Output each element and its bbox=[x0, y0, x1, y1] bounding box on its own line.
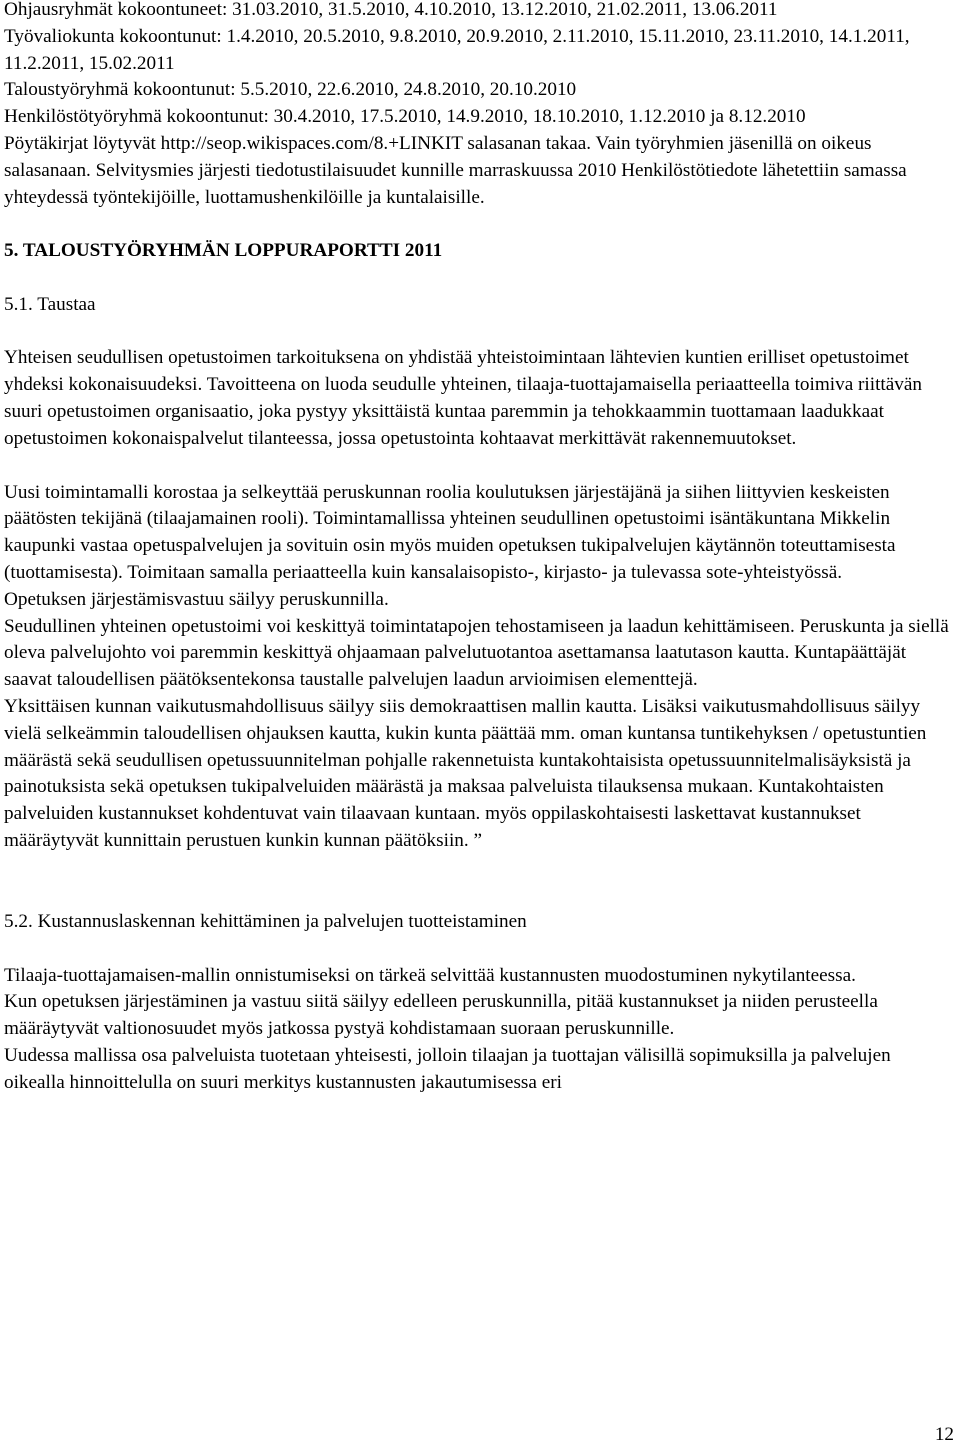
subsection-heading-5-2: 5.2. Kustannuslaskennan kehittäminen ja palvelujen tuotteistaminen bbox=[4, 910, 527, 932]
meetings-steering-group: Ohjausryhmät kokoontuneet: 31.03.2010, 31.5.2010, 4.10.2010, 13.12.2010, 21.02.2011, 13.06.2011 bbox=[4, 0, 778, 20]
subsection-heading-5-1: 5.1. Taustaa bbox=[4, 293, 96, 315]
page-number: 12 bbox=[934, 1424, 954, 1445]
paragraph-costing-1: Tilaaja-tuottajamaisen-mallin onnistumiseksi on tärkeä selvittää kustannusten muodostuminen nykytilanteessa. bbox=[4, 964, 856, 986]
meetings-personnel-group: Henkilöstötyöryhmä kokoontunut: 30.4.2010, 17.5.2010, 14.9.2010, 18.10.2010, 1.12.2010 ja 8.12.2010 bbox=[4, 106, 806, 128]
paragraph-background-1: Yhteisen seudullisen opetustoimen tarkoituksena on yhdistää yhteistoimintaan lähtevien kuntien erilliset opetustoimet yhdeksi kokonaisuudeksi. Tavoitteena on luoda seudulle yhteinen, tilaaja-tuottajamaisella periaatteella toimiva riittävän suuri opetustoimen organisaatio, joka pystyy yksittäistä kuntaa paremmin ja tehokkaammin tuottamaan laadukkaat opetustoimen kokonaispalvelut tilanteessa, jossa opetustointa kohtaavat merkittävät rakennemuutokset. bbox=[4, 347, 922, 449]
page-content bbox=[4, 0, 954, 1097]
meetings-working-committee: Työvaliokunta kokoontunut: 1.4.2010, 20.5.2010, 9.8.2010, 20.9.2010, 2.11.2010, 15.11.2010, 23.11.2010, 14.1.2011, 11.2.2011, 15.02.2011 bbox=[4, 25, 910, 74]
section-heading: 5. TALOUSTYÖRYHMÄN LOPPURAPORTTI 2011 bbox=[4, 239, 443, 261]
minutes-info-paragraph: Pöytäkirjat löytyvät http://seop.wikispaces.com/8.+LINKIT salasanan takaa. Vain työryhmien jäsenillä on oikeus salasanaan. Selvitysmies järjesti tiedotustilaisuudet kunnille marraskuussa 2010 Henkilöstötiedote lähetettiin samassa yhteydessä työntekijöille, luottamushenkilöille ja kuntalaisille. bbox=[4, 132, 907, 208]
meetings-finance-group: Taloustyöryhmä kokoontunut: 5.5.2010, 22.6.2010, 24.8.2010, 20.10.2010 bbox=[4, 79, 577, 101]
paragraph-background-5: Yksittäisen kunnan vaikutusmahdollisuus säilyy siis demokraattisen mallin kautta. Lisäksi vaikutusmahdollisuus säilyy vielä selkeämmin taloudellisen ohjauksen kautta, kukin kunta päättää mm. oman kuntansa tuntikehyksen / opetustuntien määrästä sekä seudullisen opetussuunnitelman pohjalle rakennetuista kuntakohtaisista opetussuunnitelmalisäyksistä ja painotuksista sekä opetuksen tukipalveluiden määrästä ja maksaa palveluista tilauksensa mukaan. Kuntakohtaisten palveluiden kustannukset kohdentuvat vain tilaavaan kuntaan. myös oppilaskohtaisesti laskettavat kustannukset määräytyvät kunnittain perustuen kunkin kunnan päätöksiin. ” bbox=[4, 696, 927, 852]
paragraph-costing-3: Uudessa mallissa osa palveluista tuotetaan yhteisesti, jolloin tilaajan ja tuottajan välisillä sopimuksilla ja palvelujen oikealla hinnoittelulla on suuri merkitys kustannusten jakautumisessa eri bbox=[4, 1045, 891, 1093]
paragraph-background-3: Opetuksen järjestämisvastuu säilyy peruskunnilla. bbox=[4, 588, 389, 610]
paragraph-background-2: Uusi toimintamalli korostaa ja selkeyttää peruskunnan roolia koulutuksen järjestäjänä ja siihen liittyvien keskeisten päätösten tekijänä (tilaajamainen rooli). Toimintamallissa yhteinen seudullinen opetustoimi isäntäkuntana Mikkelin kaupunki vastaa opetuspalvelujen ja sovituin osin myös muiden opetuksen tukipalvelujen käytännön toteuttamisesta (tuottamisesta). Toimitaan samalla periaatteella kuin kansalaisopisto-, kirjasto- ja tulevassa sote-yhteistyössä. bbox=[4, 481, 896, 584]
paragraph-costing-2: Kun opetuksen järjestäminen ja vastuu siitä säilyy edelleen peruskunnilla, pitää kustannukset ja niiden perusteella määräytyvät valtionosuudet myös jatkossa pystyä kohdistamaan suoraan peruskunnille. bbox=[4, 991, 878, 1040]
paragraph-background-4: Seudullinen yhteinen opetustoimi voi keskittyä toimintatapojen tehostamiseen ja laadun kehittämiseen. Peruskunta ja siellä oleva palvelujohto voi paremmin keskittyä ohjaamaan palvelutuotantoa asettamansa laatutason kautta. Kuntapäättäjät saavat taloudellisen päätöksentekonsa taustalle palvelujen laadun arvioimisen elementtejä. bbox=[4, 615, 949, 691]
